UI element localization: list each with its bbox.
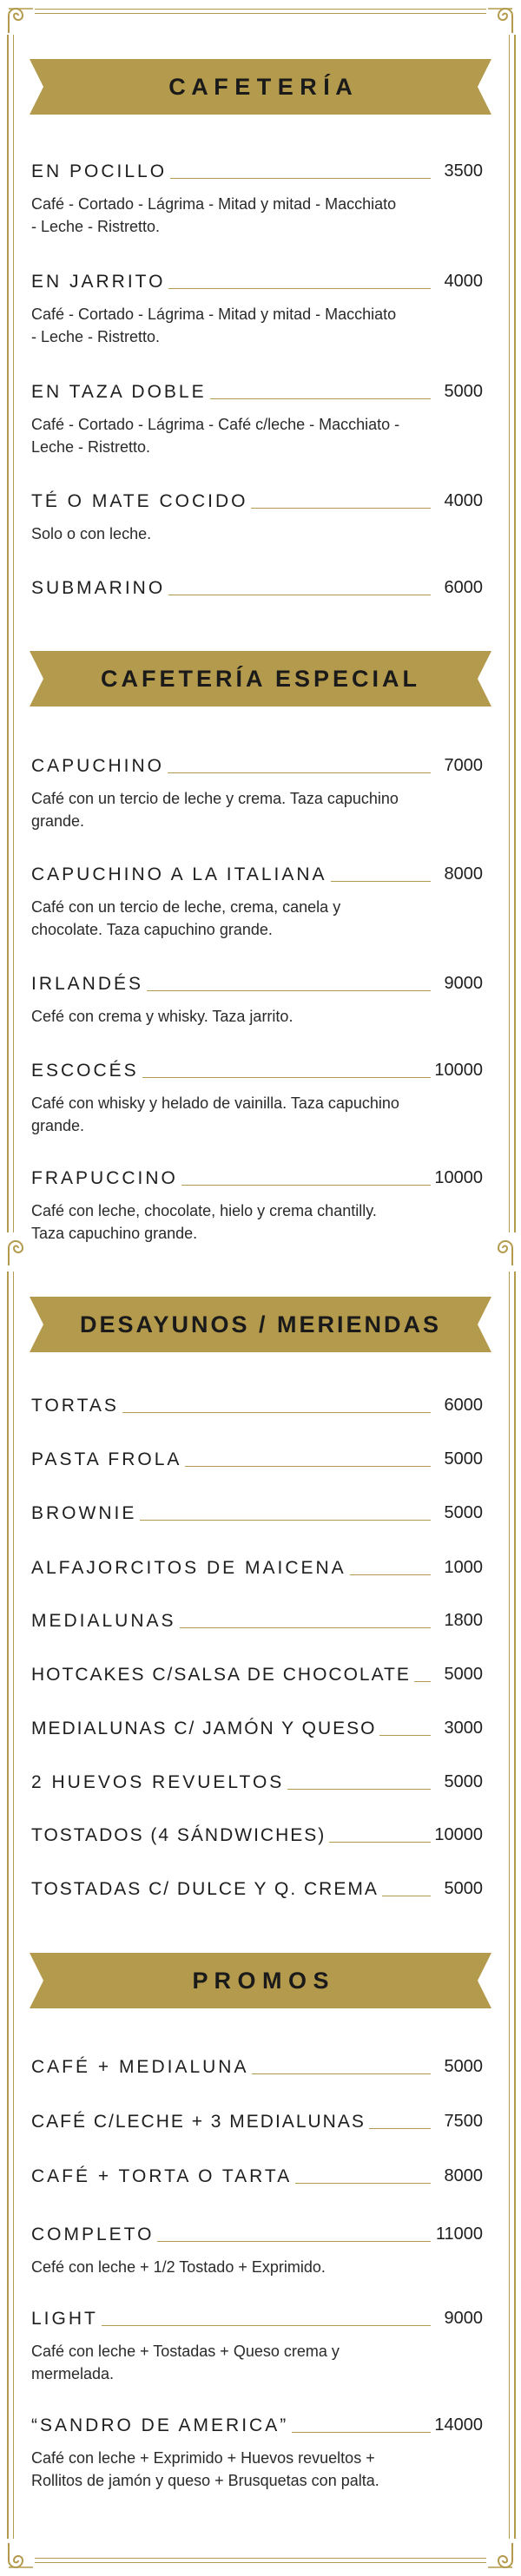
menu-item — [31, 1396, 483, 1418]
menu-item — [31, 1665, 483, 1687]
menu-item — [31, 756, 483, 832]
frame-bottom-border — [35, 2562, 486, 2563]
item-description: Café con un tercio de leche, crema, canela y chocolate. Taza capuchino grande. — [31, 898, 341, 938]
item-name: TORTAS — [31, 1396, 122, 1416]
corner-ornament-icon — [483, 3, 518, 38]
item-description: Café con leche, chocolate, hielo y crema chantilly. Taza capuchino grande. — [31, 1202, 377, 1242]
menu-item — [31, 2224, 483, 2278]
item-name: BROWNIE — [31, 1503, 140, 1524]
item-name: EN TAZA DOBLE — [31, 382, 210, 403]
item-name: CAPUCHINO A LA ITALIANA — [31, 864, 331, 885]
item-price: 10000 — [434, 1168, 483, 1187]
item-name: COMPLETO — [31, 2224, 157, 2245]
menu-item — [31, 1503, 483, 1526]
item-name: CAPUCHINO — [31, 756, 168, 777]
menu-item — [31, 272, 483, 348]
menu-item — [31, 2166, 483, 2189]
item-name: MEDIALUNAS — [31, 1611, 180, 1632]
section-banner-promos — [30, 1953, 491, 2008]
menu-item — [31, 1718, 483, 1741]
menu-item — [31, 1449, 483, 1472]
corner-ornament-icon — [3, 2538, 38, 2573]
item-name: HOTCAKES C/SALSA DE CHOCOLATE — [31, 1665, 414, 1686]
menu-item — [31, 2415, 483, 2492]
item-name: ESCOCÉS — [31, 1061, 142, 1081]
section-banner-desayunos — [30, 1297, 491, 1352]
item-price: 8000 — [444, 2166, 483, 2185]
item-name: TOSTADAS C/ DULCE Y Q. CREMA — [31, 1879, 382, 1900]
item-price: 5000 — [444, 1665, 483, 1684]
menu-item — [31, 974, 483, 1028]
frame-inner-bottom-border — [35, 2558, 486, 2559]
menu-item — [31, 1772, 483, 1795]
section-title: CAFETERÍA ESPECIAL — [100, 666, 421, 692]
item-name: LIGHT — [31, 2309, 102, 2330]
item-name: EN POCILLO — [31, 161, 170, 182]
menu-item — [31, 161, 483, 238]
item-name: SUBMARINO — [31, 578, 168, 599]
section-title: C A F E T E R Í A — [168, 74, 353, 100]
item-price: 3000 — [444, 1718, 483, 1738]
item-name: EN JARRITO — [31, 272, 168, 292]
item-price: 9000 — [444, 2309, 483, 2328]
menu-item — [31, 1879, 483, 1902]
item-name: PASTA FROLA — [31, 1449, 185, 1470]
item-name: CAFÉ + TORTA O TARTA — [31, 2166, 295, 2187]
item-price: 9000 — [444, 974, 483, 993]
item-name: IRLANDÉS — [31, 974, 147, 995]
menu-item — [31, 578, 483, 601]
item-name: CAFÉ C/LECHE + 3 MEDIALUNAS — [31, 2112, 369, 2132]
menu-item — [31, 2057, 483, 2080]
item-price: 3500 — [444, 161, 483, 181]
corner-ornament-icon — [483, 1236, 518, 1271]
item-description: Café con leche + Tostadas + Queso crema y mermelada. — [31, 2343, 340, 2382]
frame-top-border-1 — [35, 9, 486, 10]
item-price: 4000 — [444, 491, 483, 510]
item-name: TOSTADOS (4 SÁNDWICHES) — [31, 1825, 329, 1846]
menu-item — [31, 1061, 483, 1137]
menu-item — [31, 1825, 483, 1848]
corner-ornament-icon — [3, 3, 38, 38]
item-price: 5000 — [444, 2057, 483, 2076]
item-price: 11000 — [435, 2224, 483, 2244]
section-banner-cafeteria — [30, 59, 491, 115]
item-description: Café con whisky y helado de vainilla. Taza capuchino grande. — [31, 1094, 399, 1134]
menu-item — [31, 382, 483, 458]
item-price: 5000 — [444, 1879, 483, 1898]
corner-ornament-icon — [483, 2538, 518, 2573]
item-name: ALFAJORCITOS DE MAICENA — [31, 1558, 350, 1579]
item-name: MEDIALUNAS C/ JAMÓN Y QUESO — [31, 1718, 379, 1739]
item-description: Café - Cortado - Lágrima - Mitad y mitad - Macchiato - Leche - Ristretto. — [31, 306, 397, 345]
menu-item — [31, 864, 483, 941]
item-description: Café con un tercio de leche y crema. Taza capuchino grande. — [31, 790, 399, 830]
item-description: Solo o con leche. — [31, 525, 152, 542]
section-title: P R O M O S — [192, 1968, 329, 1994]
menu-item — [31, 2309, 483, 2385]
item-price: 8000 — [444, 864, 483, 884]
item-name: TÉ O MATE COCIDO — [31, 491, 251, 512]
item-description: Café con leche + Exprimido + Huevos revueltos + Rollitos de jamón y queso + Brusquetas con palta. — [31, 2449, 379, 2489]
item-price: 5000 — [444, 1772, 483, 1791]
section-title: DESAYUNOS / MERIENDAS — [79, 1311, 442, 1337]
item-name: FRAPUCCINO — [31, 1168, 181, 1189]
item-description: Cefé con crema y whisky. Taza jarrito. — [31, 1008, 293, 1025]
item-description: Cefé con leche + 1/2 Tostado + Exprimido. — [31, 2258, 326, 2276]
item-name: CAFÉ + MEDIALUNA — [31, 2057, 252, 2078]
item-price: 6000 — [444, 1396, 483, 1415]
item-price: 1800 — [444, 1611, 483, 1630]
menu-item — [31, 1558, 483, 1580]
menu-item — [31, 2112, 483, 2134]
item-price: 7000 — [444, 756, 483, 775]
menu-item — [31, 491, 483, 545]
frame-inner-top-border-1 — [35, 13, 486, 14]
menu-item — [31, 1168, 483, 1245]
item-price: 4000 — [444, 272, 483, 291]
item-price: 14000 — [434, 2415, 483, 2435]
item-price: 7500 — [444, 2112, 483, 2131]
item-name: “SANDRO DE AMERICA” — [31, 2415, 292, 2436]
item-price: 10000 — [434, 1061, 483, 1080]
item-price: 6000 — [444, 578, 483, 597]
item-price: 10000 — [434, 1825, 483, 1844]
item-price: 5000 — [444, 1503, 483, 1522]
menu-item — [31, 1611, 483, 1633]
item-price: 5000 — [444, 1449, 483, 1469]
item-name: 2 HUEVOS REVUELTOS — [31, 1772, 287, 1793]
section-banner-cafeteria-especial — [30, 651, 491, 706]
item-description: Café - Cortado - Lágrima - Café c/leche - Macchiato - Leche - Ristretto. — [31, 416, 400, 456]
item-description: Café - Cortado - Lágrima - Mitad y mitad - Macchiato - Leche - Ristretto. — [31, 195, 397, 235]
item-price: 1000 — [444, 1558, 483, 1577]
item-price: 5000 — [444, 382, 483, 401]
